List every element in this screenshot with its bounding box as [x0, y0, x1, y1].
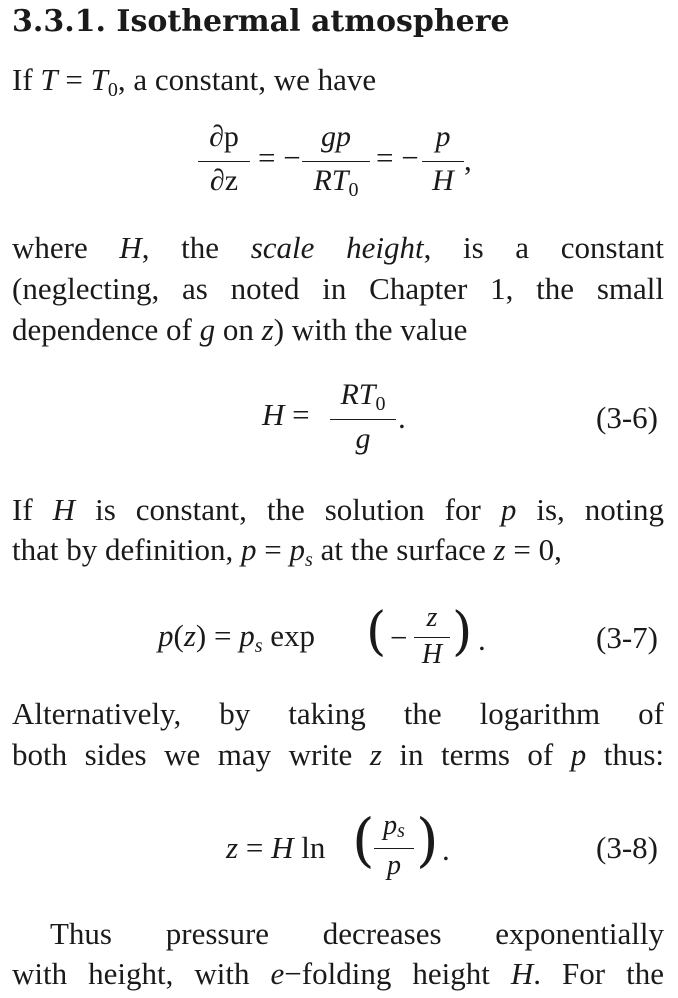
paragraph-4-line-2: with height, with e−folding height H. For the: [12, 956, 664, 991]
paragraph-2-line-1: If H is constant, the solution for p is, noting: [12, 492, 664, 527]
equation-number-3-7: (3-7): [596, 620, 658, 655]
paragraph-2-line-2: that by definition, p = ps at the surface z = 0,: [12, 532, 562, 571]
section-title: Isothermal atmosphere: [116, 4, 510, 39]
equation-number-3-6: (3-6): [596, 400, 658, 435]
textbook-page: 3.3.1. Isothermal atmosphere If T = T0, a constant, we have ∂p ∂z = − gp $RT_0$ = − p H , where H, the scale height, is a constant (neglecting, as noted in Chapter 1, the small dependence of g on z) with the value H = $RT_0$ g . (3-6) If H is constant, the solution for p is, noting that by definition, p = ps at the surface z = 0, p(z) = ps exp ( − z H ) . (3-7) Alternatively, by taking the logarithm of both sides we may write z in terms of p thus: z = H ln ( ps p ) . (3-8) Thus pressure decreases exponentially with height, with e−folding height H. For the: [12, 4, 665, 991]
left-paren: (: [352, 806, 375, 874]
section-heading: [12, 4, 510, 39]
paragraph-1-line-1: where H, the scale height, is a constant: [12, 230, 665, 265]
paragraph-3-line-1: Alternatively, by taking the logarithm of: [12, 696, 664, 731]
equation-number-3-8: (3-8): [596, 830, 658, 865]
intro-line: If T = T0, a constant, we have: [12, 62, 377, 101]
paragraph-3-line-2: both sides we may write z in terms of p thus:: [12, 737, 665, 772]
paragraph-4-line-1: Thus pressure decreases exponentially: [50, 916, 664, 951]
right-paren: ): [452, 602, 473, 662]
paragraph-1-line-2: (neglecting, as noted in Chapter 1, the small: [12, 271, 664, 306]
paragraph-1-line-3: dependence of g on z) with the value: [12, 312, 468, 347]
left-paren: (: [366, 602, 387, 662]
right-paren: ): [416, 806, 439, 874]
section-number: 3.3.1.: [12, 4, 106, 39]
